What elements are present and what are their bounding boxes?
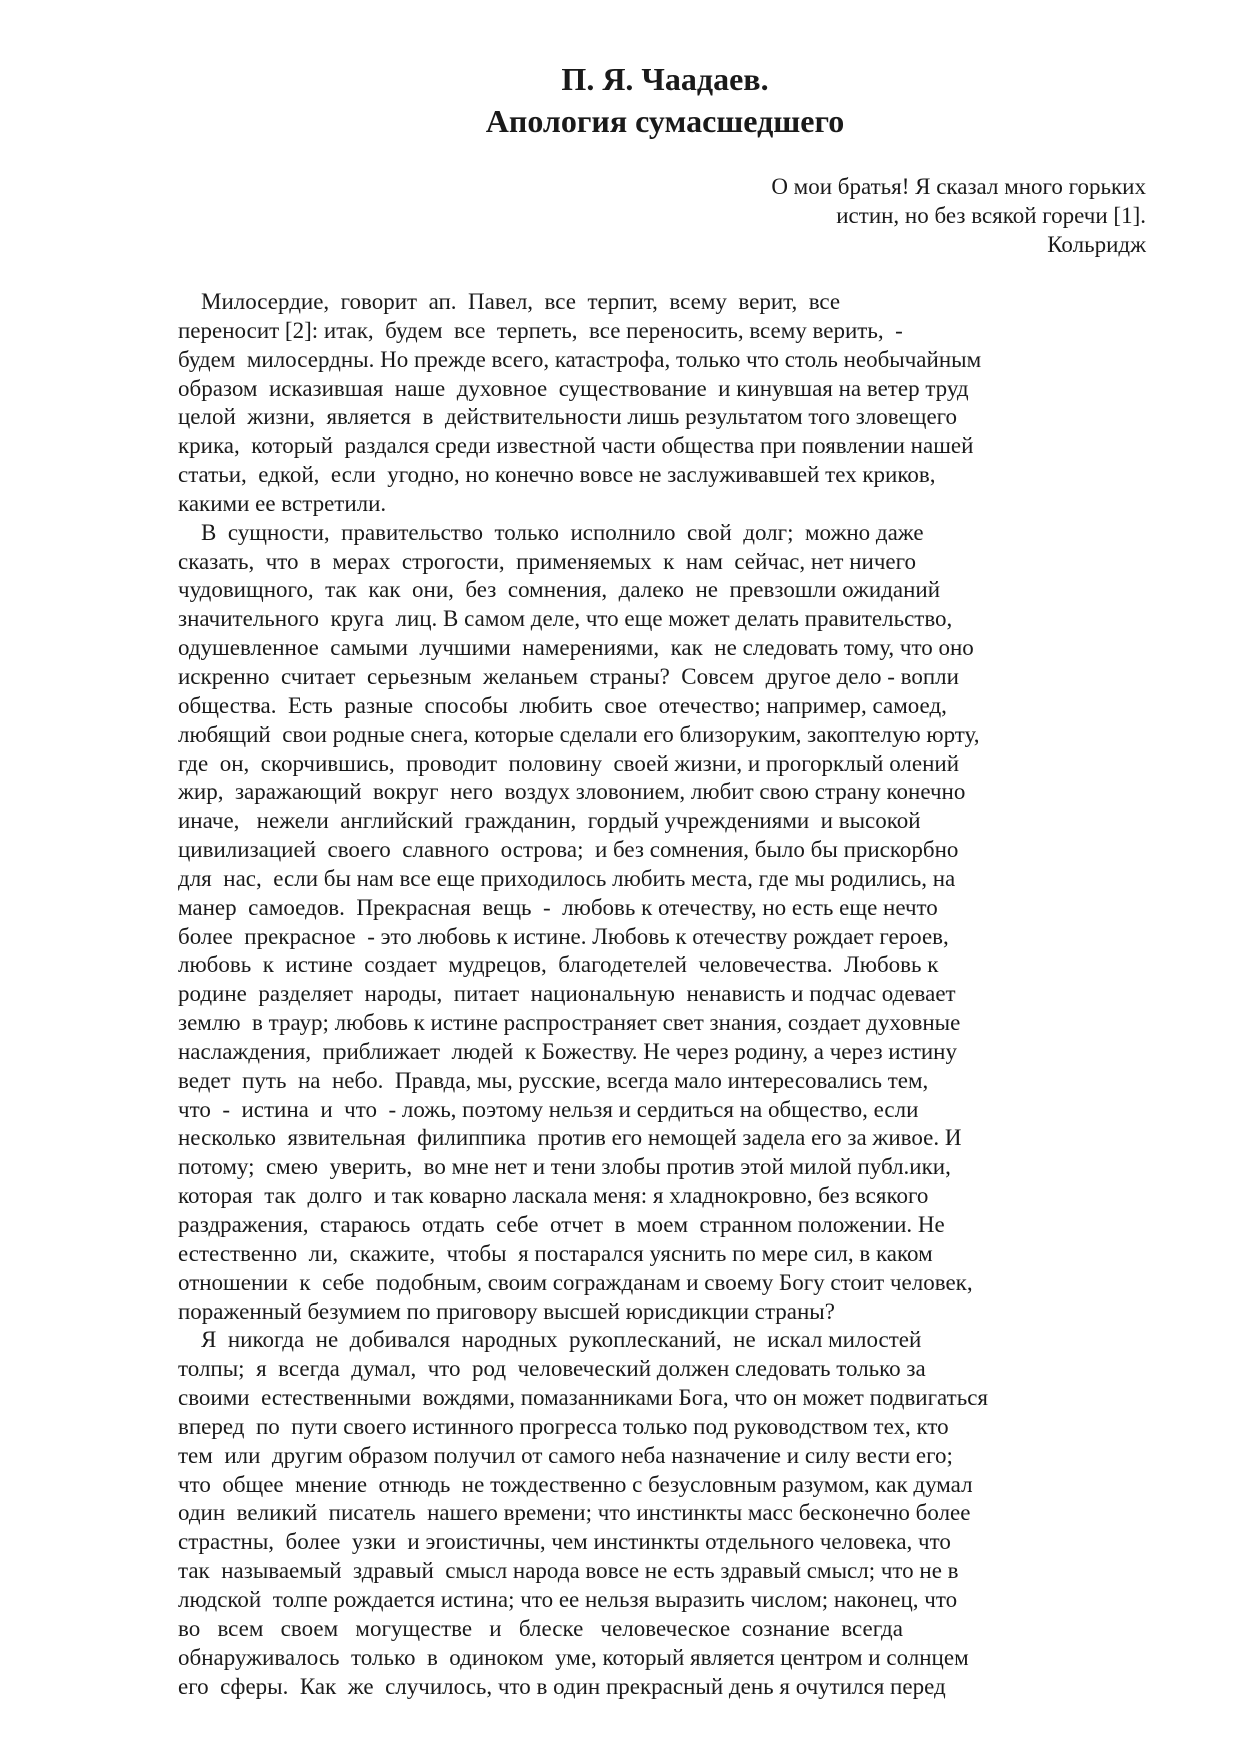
body-line: страстны, более узки и эгоистичны, чем инстинкты отдельного человека, что: [178, 1529, 951, 1555]
body-line: пораженный безумием по приговору высшей юрисдикции страны?: [178, 1298, 835, 1324]
body-line: цивилизацией своего славного острова; и без сомнения, было бы прискорбно: [178, 837, 959, 863]
body-line: целой жизни, является в действительности лишь результатом того зловещего: [178, 404, 958, 430]
body-line: статьи, едкой, если угодно, но конечно вовсе не заслуживавшей тех криков,: [178, 462, 936, 488]
epigraph-line: О мои братья! Я сказал много горьких: [771, 174, 1146, 199]
body-line: иначе, нежели английский гражданин, гордый учреждениями и высокой: [178, 808, 921, 834]
body-line: будем милосердны. Но прежде всего, катастрофа, только что столь необычайным: [178, 346, 982, 372]
body-line: естественно ли, скажите, чтобы я постарался уяснить по мере сил, в каком: [178, 1240, 933, 1266]
epigraph-line: истин, но без всякой горечи [1].: [836, 203, 1146, 228]
body-line: наслаждения, приближает людей к Божеству. Не через родину, а через истину: [178, 1038, 957, 1064]
body-line: во всем своем могуществе и блеске человеческое сознание всегда: [178, 1615, 903, 1641]
body-line: землю в траур; любовь к истине распространяет свет знания, создает духовные: [178, 1010, 961, 1036]
body-text: [178, 288, 1098, 1701]
body-line: толпы; я всегда думал, что род человеческий должен следовать только за: [178, 1356, 926, 1382]
body-line: одушевленное самыми лучшими намерениями, как не следовать тому, что оно: [178, 635, 974, 661]
body-line: потому; смею уверить, во мне нет и тени злобы против этой милой публ.ики,: [178, 1154, 951, 1180]
body-line: что общее мнение отнюдь не тождественно с безусловным разумом, как думал: [178, 1471, 973, 1497]
body-line: какими ее встретили.: [178, 490, 387, 516]
body-line: для нас, если бы нам все еще приходилось любить места, где мы родились, на: [178, 865, 956, 891]
body-line: образом исказившая наше духовное существование и кинувшая на ветер труд: [178, 375, 969, 401]
document-title: [0, 58, 1240, 142]
body-line: крика, который раздался среди известной части общества при появлении нашей: [178, 433, 974, 459]
body-line: искренно считает серьезным желаньем страны? Совсем другое дело - вопли: [178, 663, 959, 689]
body-line: тем или другим образом получил от самого неба назначение и силу вести его;: [178, 1442, 953, 1468]
body-line: которая так долго и так коварно ласкала меня: я хладнокровно, без всякого: [178, 1183, 929, 1209]
body-line: раздражения, стараюсь отдать себе отчет в моем странном положении. Не: [178, 1212, 945, 1237]
body-line: его сферы. Как же случилось, что в один прекрасный день я очутился перед: [178, 1673, 946, 1699]
body-line: В сущности, правительство только исполнило свой долг; можно даже: [178, 519, 924, 545]
title-author: П. Я. Чаадаев.: [561, 61, 769, 97]
body-line: где он, скорчившись, проводит половину своей жизни, и прогорклый олений: [178, 750, 960, 776]
body-line: более прекрасное - это любовь к истине. Любовь к отечеству рождает героев,: [178, 923, 949, 949]
body-line: своими естественными вождями, помазанниками Бога, что он может подвигаться: [178, 1385, 988, 1411]
body-line: родине разделяет народы, питает национальную ненависть и подчас одевает: [178, 981, 956, 1007]
body-line: людской толпе рождается истина; что ее нельзя выразить числом; наконец, что: [178, 1586, 958, 1612]
body-line: переносит [2]: итак, будем все терпеть, все переносить, всему верить, -: [178, 317, 903, 343]
body-line: несколько язвительная филиппика против его немощей задела его за живое. И: [178, 1125, 962, 1151]
body-line: любовь к истине создает мудрецов, благодетелей человечества. Любовь к: [178, 952, 939, 978]
body-line: Я никогда не добивался народных рукоплесканий, не искал милостей: [178, 1327, 922, 1353]
body-line: чудовищного, так как они, без сомнения, далеко не превзошли ожиданий: [178, 577, 941, 603]
body-line: обнаруживалось только в одиноком уме, который является центром и солнцем: [178, 1644, 969, 1670]
body-line: общества. Есть разные способы любить свое отечество; например, самоед,: [178, 692, 947, 718]
body-line: ведет путь на небо. Правда, мы, русские, всегда мало интересовались тем,: [178, 1067, 929, 1093]
title-work: Апология сумасшедшего: [485, 103, 845, 139]
body-line: сказать, что в мерах строгости, применяемых к нам сейчас, нет ничего: [178, 548, 916, 574]
body-line: что - истина и что - ложь, поэтому нельзя и сердиться на общество, если: [178, 1096, 919, 1122]
epigraph-attribution: Кольридж: [1047, 232, 1146, 257]
body-line: значительного круга лиц. В самом деле, что еще может делать правительство,: [178, 606, 953, 632]
body-line: отношении к себе подобным, своим согражданам и своему Богу стоит человек,: [178, 1269, 973, 1295]
epigraph: [771, 172, 1146, 259]
body-line: манер самоедов. Прекрасная вещь - любовь к отечеству, но есть еще нечто: [178, 894, 938, 920]
body-line: Милосердие, говорит ап. Павел, все терпит, всему верит, все: [178, 289, 841, 314]
body-line: один великий писатель нашего времени; что инстинкты масс бесконечно более: [178, 1500, 971, 1526]
body-line: так называемый здравый смысл народа вовсе не есть здравый смысл; что не в: [178, 1558, 959, 1584]
body-line: жир, заражающий вокруг него воздух зловонием, любит свою страну конечно: [178, 779, 966, 805]
body-line: любящий свои родные снега, которые сделали его близоруким, закоптелую юрту,: [178, 721, 980, 747]
body-line: вперед по пути своего истинного прогресса только под руководством тех, кто: [178, 1413, 949, 1439]
